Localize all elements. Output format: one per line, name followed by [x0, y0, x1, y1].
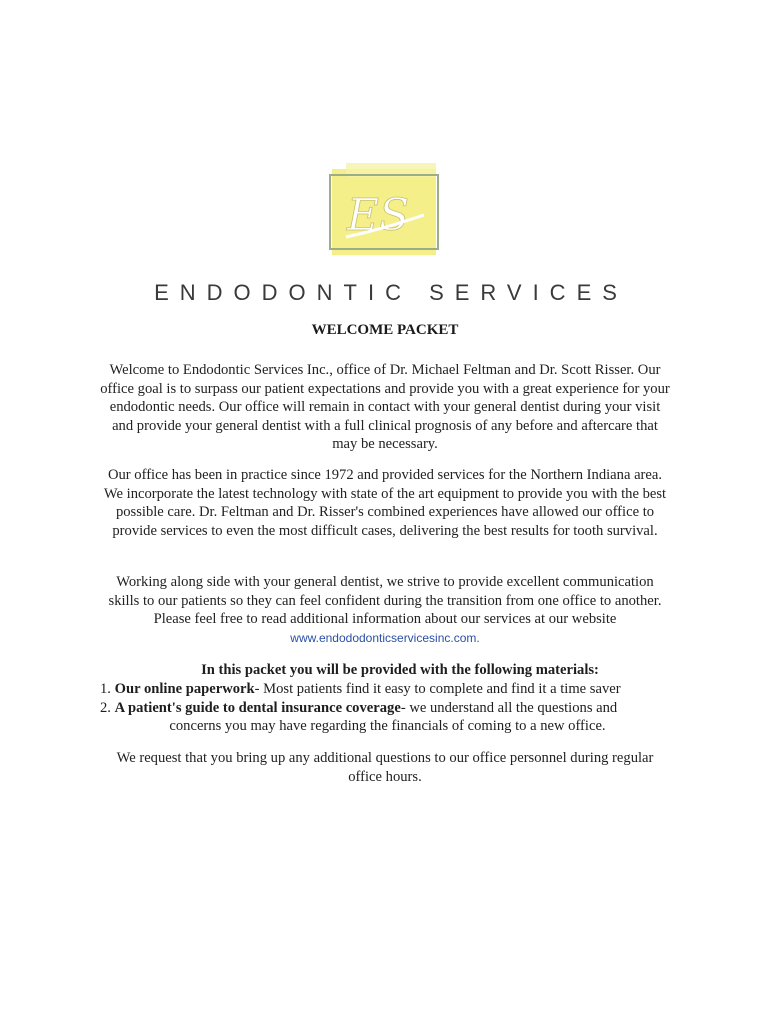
website-link[interactable]: www.endododonticservicesinc.com. [290, 630, 480, 645]
list-item [100, 680, 675, 699]
materials-list [100, 680, 675, 736]
list-item-number: 2. [100, 699, 111, 716]
es-logo-graphic [328, 163, 442, 263]
list-item-continuation: concerns you may have regarding the financials of coming to a new office. [169, 718, 606, 734]
list-item-text: - we understand all the questions and [400, 699, 618, 716]
materials-heading: In this packet you will be provided with the following materials: [201, 662, 599, 678]
list-item-title: A patient's guide to dental insurance coverage [114, 699, 401, 716]
list-item [100, 699, 675, 736]
history-paragraph: Our office has been in practice since 1972 and provided services for the Northern Indiana area. We incorporate the latest technology with state of the art equipment to provide you with the best possible care. Dr. Feltman and Dr. Risser's combined experiences have allowed our office to provide services to even the most difficult cases, delivering the best results for tooth survival. [103, 467, 667, 539]
communication-paragraph [100, 573, 670, 647]
logo-letters: ES [346, 190, 410, 241]
es-logo [328, 163, 442, 263]
page-title: WELCOME PACKET [311, 322, 459, 338]
list-item-title: Our online paperwork [114, 681, 255, 697]
practice-name: ENDODONTIC SERVICES [154, 280, 628, 305]
list-item-text: - Most patients find it easy to complete and find it a time saver [254, 681, 621, 697]
list-item-number: 1. [100, 681, 111, 697]
communication-text: Working along side with your general dentist, we strive to provide excellent communication skills to our patients so they can feel confident during the transition from one office to another. Please feel free to read additional information about our services at our website [108, 574, 662, 627]
closing-paragraph: We request that you bring up any additional questions to our office personnel during regular office hours. [116, 750, 654, 785]
intro-paragraph: Welcome to Endodontic Services Inc., office of Dr. Michael Feltman and Dr. Scott Risser. Our office goal is to surpass our patient expectations and provide you with a great experience for your endodontic needs. Our office will remain in contact with your general dentist during your visit and provide your general dentist with a full clinical prognosis of any before and aftercare that may be necessary. [100, 362, 670, 452]
